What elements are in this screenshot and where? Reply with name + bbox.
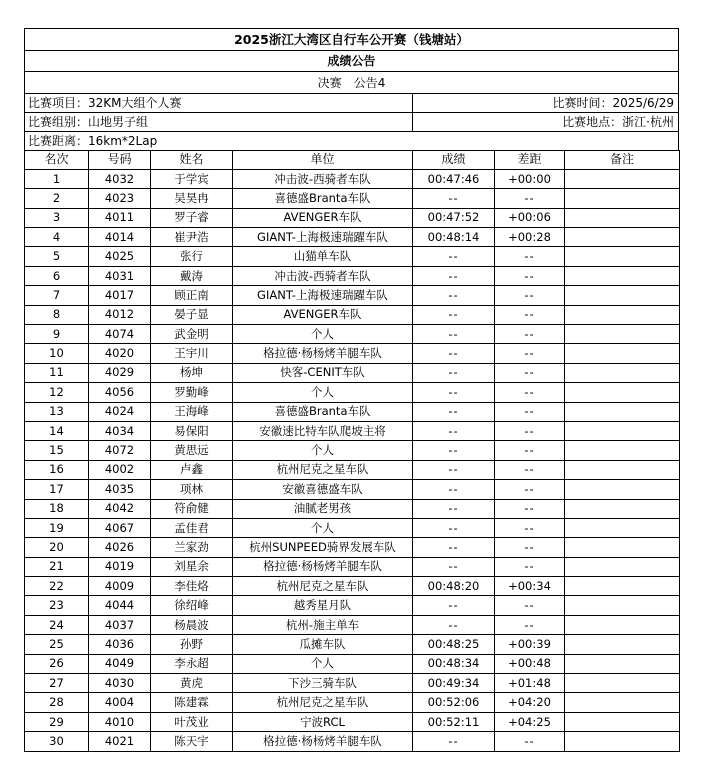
- cell-gap: --: [495, 441, 565, 460]
- cell-time: 00:48:20: [413, 577, 495, 596]
- cell-time: --: [413, 189, 495, 208]
- cell-bib: 4019: [89, 557, 151, 576]
- cell-note: [565, 460, 680, 479]
- table-row: [25, 615, 680, 634]
- cell-rank: 24: [25, 615, 89, 634]
- cell-rank: 3: [25, 208, 89, 227]
- cell-team: AVENGER车队: [233, 305, 413, 324]
- cell-team: 喜德盛Branta车队: [233, 189, 413, 208]
- cell-gap: +04:20: [495, 693, 565, 712]
- cell-team: 个人: [233, 654, 413, 673]
- cell-time: --: [413, 286, 495, 305]
- cell-note: [565, 247, 680, 266]
- cell-bib: 4074: [89, 325, 151, 344]
- cell-gap: --: [495, 286, 565, 305]
- cell-time: --: [413, 499, 495, 518]
- cell-name: 王宇川: [151, 344, 233, 363]
- cell-rank: 23: [25, 596, 89, 615]
- cell-team: 个人: [233, 383, 413, 402]
- cell-bib: 4023: [89, 189, 151, 208]
- cell-bib: 4031: [89, 266, 151, 285]
- cell-rank: 14: [25, 421, 89, 440]
- column-header-name: 姓名: [151, 150, 233, 169]
- table-row: [25, 577, 680, 596]
- cell-gap: --: [495, 538, 565, 557]
- cell-team: 冲击波-西骑者车队: [233, 266, 413, 285]
- cell-bib: 4002: [89, 460, 151, 479]
- table-row: [25, 208, 680, 227]
- cell-gap: +01:48: [495, 674, 565, 693]
- cell-bib: 4067: [89, 518, 151, 537]
- cell-team: 个人: [233, 518, 413, 537]
- cell-rank: 6: [25, 266, 89, 285]
- cell-note: [565, 286, 680, 305]
- cell-note: [565, 189, 680, 208]
- cell-note: [565, 344, 680, 363]
- cell-team: GIANT-上海极速瑞躍车队: [233, 228, 413, 247]
- cell-rank: 10: [25, 344, 89, 363]
- cell-name: 罗勤峰: [151, 383, 233, 402]
- cell-bib: 4034: [89, 421, 151, 440]
- cell-bib: 4035: [89, 480, 151, 499]
- cell-gap: --: [495, 363, 565, 382]
- cell-gap: --: [495, 460, 565, 479]
- cell-time: --: [413, 480, 495, 499]
- cell-name: 杨坤: [151, 363, 233, 382]
- cell-gap: --: [495, 266, 565, 285]
- cell-name: 刘星余: [151, 557, 233, 576]
- cell-gap: +00:48: [495, 654, 565, 673]
- cell-rank: 4: [25, 228, 89, 247]
- cell-rank: 25: [25, 635, 89, 654]
- cell-team: 杭州-施主单车: [233, 615, 413, 634]
- table-row: [25, 305, 680, 324]
- cell-gap: --: [495, 480, 565, 499]
- cell-name: 黄思远: [151, 441, 233, 460]
- cell-note: [565, 228, 680, 247]
- cell-name: 晏子显: [151, 305, 233, 324]
- cell-bib: 4010: [89, 712, 151, 731]
- cell-rank: 27: [25, 674, 89, 693]
- cell-bib: 4004: [89, 693, 151, 712]
- cell-name: 武金明: [151, 325, 233, 344]
- results-sheet: [24, 28, 679, 752]
- cell-team: 格拉德·杨杨烤羊腿车队: [233, 557, 413, 576]
- cell-name: 兰家劲: [151, 538, 233, 557]
- cell-note: [565, 499, 680, 518]
- cell-note: [565, 654, 680, 673]
- table-row: [25, 247, 680, 266]
- document-subtitle: 成绩公告: [24, 50, 679, 72]
- notice-label: 公告4: [353, 75, 386, 90]
- table-header-row: [25, 150, 680, 169]
- cell-rank: 2: [25, 189, 89, 208]
- cell-gap: --: [495, 615, 565, 634]
- table-row: [25, 325, 680, 344]
- cell-bib: 4024: [89, 402, 151, 421]
- cell-gap: +04:25: [495, 712, 565, 731]
- cell-team: 瓜摊车队: [233, 635, 413, 654]
- event-label: 比赛项目：32KM大组个人赛: [25, 94, 413, 112]
- table-row: [25, 169, 680, 188]
- cell-name: 陈天宇: [151, 732, 233, 751]
- table-row: [25, 421, 680, 440]
- cell-time: 00:52:06: [413, 693, 495, 712]
- cell-time: --: [413, 538, 495, 557]
- cell-bib: 4021: [89, 732, 151, 751]
- cell-time: --: [413, 363, 495, 382]
- cell-gap: --: [495, 421, 565, 440]
- cell-team: 个人: [233, 325, 413, 344]
- cell-team: 宁波RCL: [233, 712, 413, 731]
- cell-note: [565, 169, 680, 188]
- cell-rank: 15: [25, 441, 89, 460]
- cell-name: 李永超: [151, 654, 233, 673]
- cell-team: 格拉德·杨杨烤羊腿车队: [233, 732, 413, 751]
- cell-note: [565, 421, 680, 440]
- cell-time: 00:47:52: [413, 208, 495, 227]
- cell-rank: 20: [25, 538, 89, 557]
- cell-gap: +00:00: [495, 169, 565, 188]
- cell-gap: --: [495, 732, 565, 751]
- table-row: [25, 499, 680, 518]
- cell-name: 卢鑫: [151, 460, 233, 479]
- cell-note: [565, 732, 680, 751]
- cell-gap: +00:06: [495, 208, 565, 227]
- group-label: 比赛组别：山地男子组: [25, 113, 413, 131]
- cell-team: 个人: [233, 441, 413, 460]
- cell-bib: 4017: [89, 286, 151, 305]
- cell-name: 陈建霖: [151, 693, 233, 712]
- cell-rank: 17: [25, 480, 89, 499]
- cell-team: 油腻老男孩: [233, 499, 413, 518]
- cell-bib: 4012: [89, 305, 151, 324]
- column-header-rank: 名次: [25, 150, 89, 169]
- cell-gap: --: [495, 596, 565, 615]
- cell-time: --: [413, 325, 495, 344]
- cell-team: 快客-CENIT车队: [233, 363, 413, 382]
- cell-time: --: [413, 305, 495, 324]
- cell-rank: 26: [25, 654, 89, 673]
- cell-gap: --: [495, 518, 565, 537]
- cell-rank: 18: [25, 499, 89, 518]
- cell-note: [565, 325, 680, 344]
- cell-team: 安徽速比特车队爬坡主将: [233, 421, 413, 440]
- cell-rank: 28: [25, 693, 89, 712]
- cell-bib: 4049: [89, 654, 151, 673]
- location-label: 比赛地点：浙江·杭州: [562, 114, 674, 129]
- cell-bib: 4030: [89, 674, 151, 693]
- cell-rank: 19: [25, 518, 89, 537]
- cell-gap: --: [495, 557, 565, 576]
- cell-bib: 4014: [89, 228, 151, 247]
- cell-gap: +00:34: [495, 577, 565, 596]
- cell-rank: 1: [25, 169, 89, 188]
- cell-team: 山猫单车队: [233, 247, 413, 266]
- table-row: [25, 596, 680, 615]
- cell-name: 孙野: [151, 635, 233, 654]
- cell-team: 冲击波-西骑者车队: [233, 169, 413, 188]
- cell-name: 王海峰: [151, 402, 233, 421]
- cell-note: [565, 577, 680, 596]
- cell-note: [565, 518, 680, 537]
- cell-gap: +00:28: [495, 228, 565, 247]
- table-row: [25, 286, 680, 305]
- cell-bib: 4037: [89, 615, 151, 634]
- cell-name: 李佳烙: [151, 577, 233, 596]
- cell-note: [565, 208, 680, 227]
- table-row: [25, 189, 680, 208]
- table-row: [25, 732, 680, 751]
- cell-name: 徐绍峰: [151, 596, 233, 615]
- cell-note: [565, 480, 680, 499]
- table-row: [25, 383, 680, 402]
- table-row: [25, 441, 680, 460]
- table-row: [25, 557, 680, 576]
- document-title: 2025浙江大湾区自行车公开赛（钱塘站）: [24, 28, 679, 50]
- cell-team: 安徽喜德盛车队: [233, 480, 413, 499]
- cell-time: --: [413, 518, 495, 537]
- table-row: [25, 674, 680, 693]
- cell-rank: 9: [25, 325, 89, 344]
- cell-rank: 8: [25, 305, 89, 324]
- cell-rank: 5: [25, 247, 89, 266]
- cell-rank: 21: [25, 557, 89, 576]
- column-header-time: 成绩: [413, 150, 495, 169]
- table-row: [25, 712, 680, 731]
- cell-gap: --: [495, 189, 565, 208]
- cell-time: --: [413, 557, 495, 576]
- cell-time: --: [413, 441, 495, 460]
- cell-note: [565, 712, 680, 731]
- cell-time: --: [413, 247, 495, 266]
- info-row-distance: [24, 131, 679, 150]
- cell-gap: --: [495, 325, 565, 344]
- cell-gap: --: [495, 499, 565, 518]
- cell-gap: +00:39: [495, 635, 565, 654]
- cell-team: 格拉德·杨杨烤羊腿车队: [233, 344, 413, 363]
- cell-name: 罗子睿: [151, 208, 233, 227]
- table-row: [25, 480, 680, 499]
- cell-team: 杭州尼克之星车队: [233, 693, 413, 712]
- cell-time: 00:48:25: [413, 635, 495, 654]
- cell-name: 孟佳君: [151, 518, 233, 537]
- column-header-gap: 差距: [495, 150, 565, 169]
- cell-bib: 4011: [89, 208, 151, 227]
- cell-name: 吴昊冉: [151, 189, 233, 208]
- cell-bib: 4020: [89, 344, 151, 363]
- cell-bib: 4056: [89, 383, 151, 402]
- cell-rank: 29: [25, 712, 89, 731]
- cell-rank: 22: [25, 577, 89, 596]
- column-header-bib: 号码: [89, 150, 151, 169]
- cell-time: 00:47:46: [413, 169, 495, 188]
- cell-note: [565, 383, 680, 402]
- cell-bib: 4044: [89, 596, 151, 615]
- cell-team: 杭州尼克之星车队: [233, 577, 413, 596]
- cell-note: [565, 596, 680, 615]
- cell-name: 顾正南: [151, 286, 233, 305]
- results-table: [24, 150, 680, 752]
- cell-time: --: [413, 460, 495, 479]
- cell-gap: --: [495, 305, 565, 324]
- cell-note: [565, 538, 680, 557]
- cell-bib: 4026: [89, 538, 151, 557]
- cell-bib: 4009: [89, 577, 151, 596]
- cell-bib: 4036: [89, 635, 151, 654]
- cell-time: --: [413, 344, 495, 363]
- cell-rank: 16: [25, 460, 89, 479]
- cell-team: GIANT-上海极速瑞躍车队: [233, 286, 413, 305]
- column-header-team: 单位: [233, 150, 413, 169]
- cell-time: --: [413, 615, 495, 634]
- column-header-note: 备注: [565, 150, 680, 169]
- table-row: [25, 402, 680, 421]
- cell-gap: --: [495, 247, 565, 266]
- cell-name: 于学宾: [151, 169, 233, 188]
- cell-note: [565, 635, 680, 654]
- cell-name: 崔尹浩: [151, 228, 233, 247]
- cell-bib: 4042: [89, 499, 151, 518]
- cell-note: [565, 674, 680, 693]
- cell-time: 00:48:14: [413, 228, 495, 247]
- cell-note: [565, 305, 680, 324]
- cell-name: 黄虎: [151, 674, 233, 693]
- cell-time: --: [413, 421, 495, 440]
- cell-note: [565, 557, 680, 576]
- cell-team: 杭州SUNPEED骑界发展车队: [233, 538, 413, 557]
- cell-note: [565, 693, 680, 712]
- cell-name: 戴涛: [151, 266, 233, 285]
- table-row: [25, 518, 680, 537]
- cell-rank: 13: [25, 402, 89, 421]
- cell-time: --: [413, 402, 495, 421]
- table-row: [25, 344, 680, 363]
- cell-name: 杨晨波: [151, 615, 233, 634]
- cell-time: 00:52:11: [413, 712, 495, 731]
- cell-note: [565, 266, 680, 285]
- cell-rank: 11: [25, 363, 89, 382]
- cell-bib: 4072: [89, 441, 151, 460]
- cell-name: 项林: [151, 480, 233, 499]
- table-row: [25, 228, 680, 247]
- cell-gap: --: [495, 344, 565, 363]
- table-row: [25, 538, 680, 557]
- cell-team: 杭州尼克之星车队: [233, 460, 413, 479]
- cell-name: 叶茂业: [151, 712, 233, 731]
- cell-note: [565, 441, 680, 460]
- cell-time: 00:49:34: [413, 674, 495, 693]
- cell-team: 下沙三骑车队: [233, 674, 413, 693]
- cell-name: 张行: [151, 247, 233, 266]
- cell-gap: --: [495, 383, 565, 402]
- cell-bib: 4025: [89, 247, 151, 266]
- table-row: [25, 460, 680, 479]
- cell-time: 00:48:34: [413, 654, 495, 673]
- stage-line: [24, 71, 679, 93]
- cell-note: [565, 402, 680, 421]
- info-row-event: [24, 93, 679, 112]
- table-row: [25, 266, 680, 285]
- cell-gap: --: [495, 402, 565, 421]
- cell-time: --: [413, 383, 495, 402]
- cell-rank: 7: [25, 286, 89, 305]
- cell-name: 符俞健: [151, 499, 233, 518]
- cell-time: --: [413, 732, 495, 751]
- cell-team: AVENGER车队: [233, 208, 413, 227]
- cell-note: [565, 615, 680, 634]
- info-row-group: [24, 112, 679, 131]
- table-row: [25, 363, 680, 382]
- cell-bib: 4032: [89, 169, 151, 188]
- cell-rank: 30: [25, 732, 89, 751]
- cell-time: --: [413, 596, 495, 615]
- table-row: [25, 654, 680, 673]
- cell-bib: 4029: [89, 363, 151, 382]
- stage-label: 决赛: [317, 75, 342, 90]
- date-label: 比赛时间：2025/6/29: [552, 95, 674, 110]
- cell-team: 越秀星月队: [233, 596, 413, 615]
- cell-rank: 12: [25, 383, 89, 402]
- table-row: [25, 693, 680, 712]
- cell-note: [565, 363, 680, 382]
- table-row: [25, 635, 680, 654]
- cell-time: --: [413, 266, 495, 285]
- cell-team: 喜德盛Branta车队: [233, 402, 413, 421]
- cell-name: 易保阳: [151, 421, 233, 440]
- distance-label: 比赛距离：16km*2Lap: [28, 133, 158, 148]
